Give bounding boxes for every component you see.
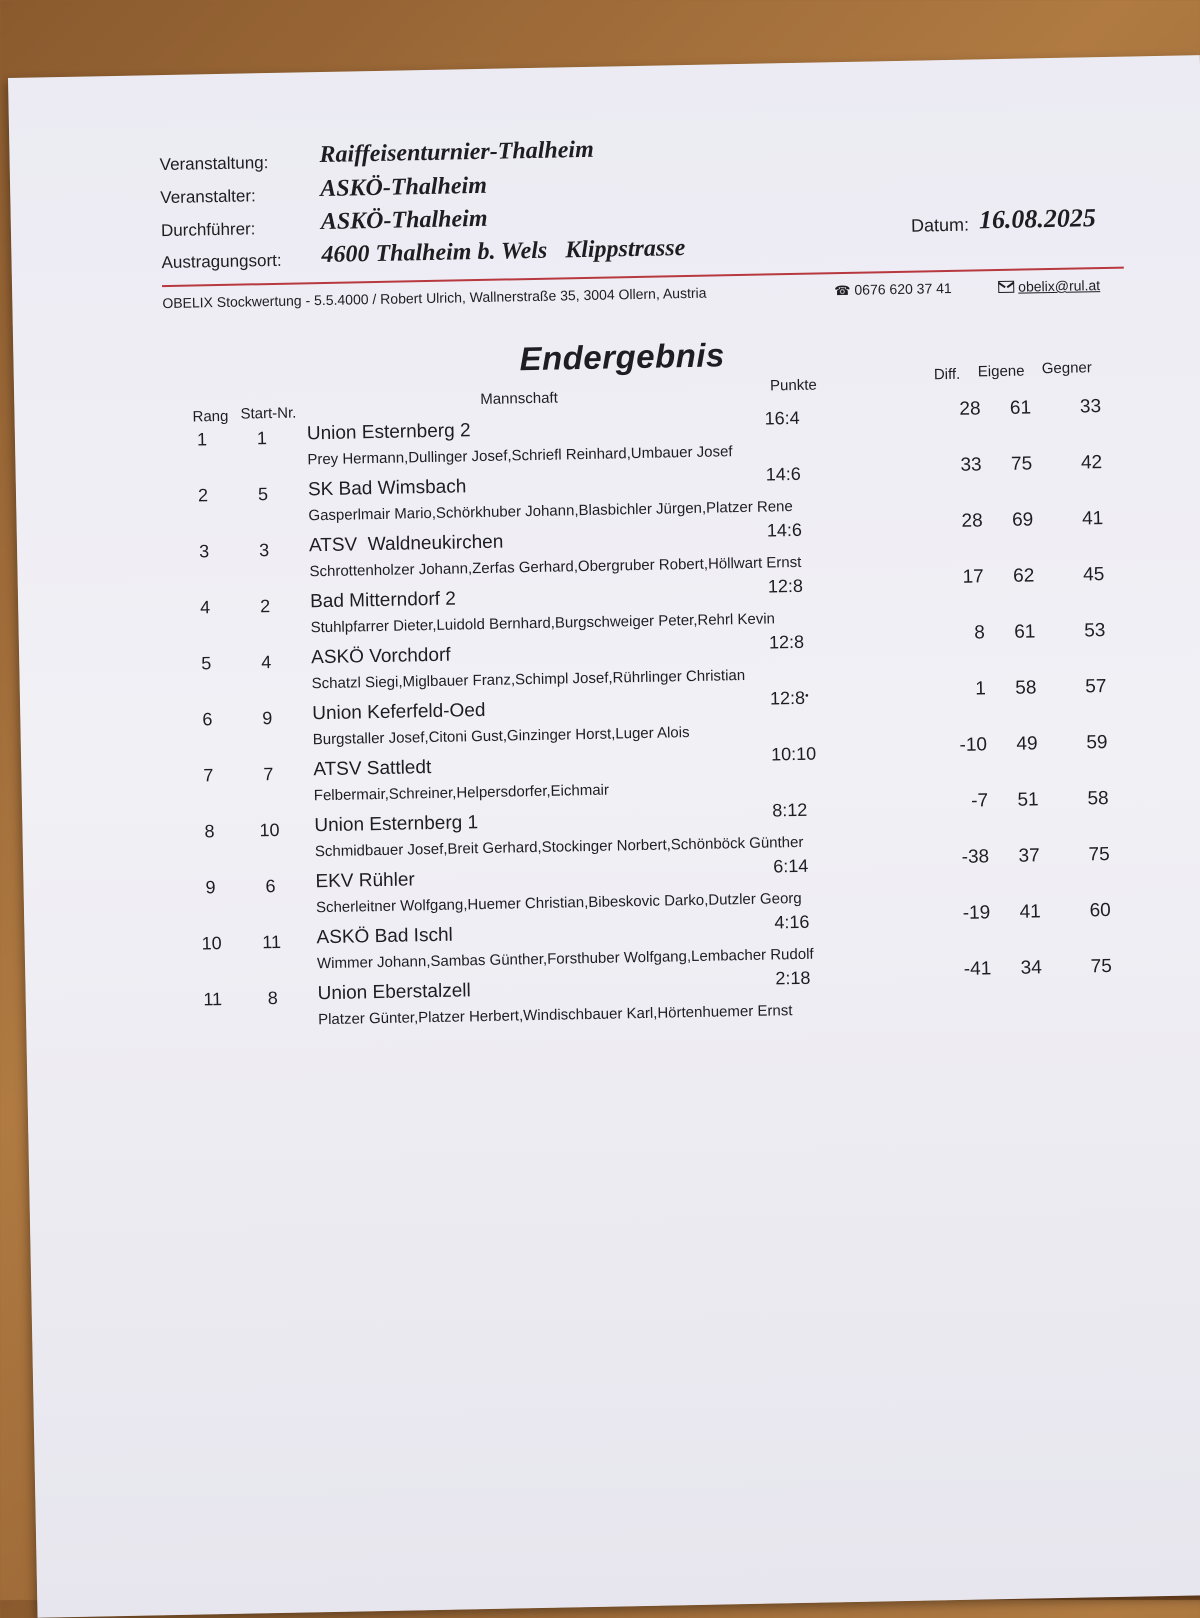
eigene-cell: 51 xyxy=(1017,789,1039,811)
rang-cell: 4 xyxy=(199,597,211,618)
players-cell: Schmidbauer Josef,Breit Gerhard,Stockinger Norbert,Schönböck Günther xyxy=(314,833,804,861)
team-cell: Union Esternberg 1 xyxy=(314,812,479,837)
document-content xyxy=(158,56,1128,1029)
gegner-cell: 41 xyxy=(1081,508,1104,530)
rang-cell: 11 xyxy=(203,989,223,1010)
gegner-cell: 57 xyxy=(1085,676,1107,698)
eigene-cell: 61 xyxy=(1014,621,1036,643)
gegner-cell: 53 xyxy=(1084,620,1106,642)
eigene-cell: 58 xyxy=(1015,677,1037,699)
team-cell: ATSV Waldneukirchen xyxy=(308,531,504,557)
eigene-cell: 69 xyxy=(1011,509,1034,531)
punkte-cell: 12:8 xyxy=(767,575,804,597)
team-cell: SK Bad Wimsbach xyxy=(307,476,467,501)
team-cell: Union Keferfeld-Oed xyxy=(312,699,486,725)
players-cell: Felbermair,Schreiner,Helpersdorfer,Eichmair xyxy=(313,781,610,805)
team-cell: ATSV Sattledt xyxy=(313,757,432,781)
start-cell: 9 xyxy=(262,708,273,729)
eigene-cell: 62 xyxy=(1012,565,1035,587)
punkte-cell: 14:6 xyxy=(765,463,801,485)
gegner-cell: 59 xyxy=(1086,732,1108,754)
veranstaltung-value: Raiffeisenturnier-Thalheim xyxy=(319,136,595,169)
datum-label: Datum: xyxy=(910,214,970,236)
players-cell: Gasperlmair Mario,Schörkhuber Johann,Blasbichler Jürgen,Platzer Rene xyxy=(308,498,793,525)
col-start: Start-Nr. xyxy=(240,404,297,423)
gegner-cell: 75 xyxy=(1088,843,1110,866)
rang-cell: 9 xyxy=(205,877,216,898)
durchfuehrer-label: Durchführer: xyxy=(160,219,256,241)
diff-cell: 28 xyxy=(961,510,983,532)
software-credit: OBELIX Stockwertung - 5.5.4000 / Robert Ulrich, Wallnerstraße 35, 3004 Ollern, Austria xyxy=(162,284,707,312)
diff-cell: 17 xyxy=(962,566,984,588)
veranstalter-label: Veranstalter: xyxy=(160,186,256,208)
eigene-cell: 37 xyxy=(1018,845,1040,867)
punkte-cell: 10:10 xyxy=(770,743,817,765)
team-cell: ASKÖ Vorchdorf xyxy=(310,644,451,669)
diff-cell: 1 xyxy=(975,678,987,700)
players-cell: Scherleitner Wolfgang,Huemer Christian,Bibeskovic Darko,Dutzler Georg xyxy=(315,889,802,917)
team-cell: ASKÖ Bad Ischl xyxy=(316,924,453,949)
team-cell: Union Esternberg 2 xyxy=(306,420,471,445)
diff-cell: -38 xyxy=(961,846,990,868)
start-cell: 7 xyxy=(263,764,274,785)
gegner-cell: 58 xyxy=(1087,788,1109,810)
punkte-mark: • xyxy=(804,690,809,702)
eigene-cell: 41 xyxy=(1019,901,1041,923)
players-cell: Platzer Günter,Platzer Herbert,Windischbauer Karl,Hörtenhuemer Ernst xyxy=(317,1002,793,1029)
team-cell: EKV Rühler xyxy=(315,869,415,893)
rang-cell: 3 xyxy=(198,541,210,562)
start-cell: 4 xyxy=(261,652,272,673)
eigene-cell: 49 xyxy=(1016,733,1038,755)
start-cell: 3 xyxy=(258,540,270,561)
team-cell: Bad Mitterndorf 2 xyxy=(309,588,457,613)
paper-sheet xyxy=(8,55,1200,1618)
start-cell: 8 xyxy=(267,987,278,1009)
start-cell: 6 xyxy=(265,876,276,897)
gegner-cell: 60 xyxy=(1089,899,1111,922)
punkte-cell: 8:12 xyxy=(772,799,808,821)
rang-cell: 5 xyxy=(201,653,212,674)
diff-cell: -7 xyxy=(970,790,989,812)
col-gegner: Gegner xyxy=(1041,359,1092,378)
diff-cell: -19 xyxy=(962,902,991,924)
start-cell: 2 xyxy=(259,596,271,617)
punkte-cell: 14:6 xyxy=(766,519,803,541)
punkte-cell xyxy=(770,687,834,709)
col-mannschaft: Mannschaft xyxy=(480,389,558,408)
col-rang: Rang xyxy=(192,407,229,426)
punkte-cell: 2:18 xyxy=(775,967,811,989)
players-cell: Stuhlpfarrer Dieter,Luidold Bernhard,Burgschweiger Peter,Rehrl Kevin xyxy=(310,610,776,637)
players-cell: Burgstaller Josef,Citoni Gust,Ginzinger Horst,Luger Alois xyxy=(312,724,690,749)
email-contact[interactable] xyxy=(998,277,1100,295)
veranstaltung-label: Veranstaltung: xyxy=(159,153,269,175)
email-address[interactable]: obelix@rul.at xyxy=(1018,277,1101,295)
phone-contact xyxy=(834,280,952,299)
austragungsort-value: 4600 Thalheim b. Wels Klippstrasse xyxy=(321,235,686,269)
rang-cell: 8 xyxy=(204,821,215,842)
col-punkte: Punkte xyxy=(769,376,817,395)
diff-cell: -41 xyxy=(963,958,992,980)
start-cell: 10 xyxy=(259,819,280,841)
diff-cell: 28 xyxy=(959,398,981,420)
eigene-cell: 75 xyxy=(1010,453,1033,475)
diff-cell: -10 xyxy=(959,734,988,756)
datum-value: 16.08.2025 xyxy=(978,203,1097,235)
austragungsort-label: Austragungsort: xyxy=(161,250,282,273)
phone-number: 0676 620 37 41 xyxy=(854,279,952,298)
durchfuehrer-value: ASKÖ-Thalheim xyxy=(320,205,488,236)
veranstalter-value: ASKÖ-Thalheim xyxy=(319,172,488,203)
punkte-cell: 12:8 xyxy=(768,631,805,653)
players-cell: Schrottenholzer Johann,Zerfas Gerhard,Obergruber Robert,Höllwart Ernst xyxy=(309,553,802,581)
rang-cell: 2 xyxy=(197,485,209,506)
gegner-cell: 75 xyxy=(1090,955,1113,978)
punkte-value: 12:8 xyxy=(769,687,806,709)
phone-icon: ☎ xyxy=(834,282,851,299)
gegner-cell: 45 xyxy=(1082,564,1105,586)
rang-cell: 10 xyxy=(201,933,222,954)
punkte-cell: 4:16 xyxy=(774,911,810,933)
rang-cell: 7 xyxy=(203,765,214,786)
players-cell: Wimmer Johann,Sambas Günther,Forsthuber Wolfgang,Lembacher Rudolf xyxy=(316,945,814,973)
gegner-cell: 42 xyxy=(1080,452,1103,474)
start-cell: 5 xyxy=(257,484,269,505)
players-cell: Schatzl Siegi,Miglbauer Franz,Schimpl Josef,Rührlinger Christian xyxy=(311,666,746,693)
rang-cell: 1 xyxy=(196,429,208,450)
team-cell: Union Eberstalzell xyxy=(317,980,471,1005)
eigene-cell: 61 xyxy=(1009,397,1032,419)
start-cell: 1 xyxy=(256,428,268,449)
col-diff: Diff. xyxy=(933,365,961,384)
punkte-cell: 6:14 xyxy=(773,855,809,877)
diff-cell: 33 xyxy=(960,454,982,476)
players-cell: Prey Hermann,Dullinger Josef,Schriefl Reinhard,Umbauer Josef xyxy=(307,443,733,469)
rang-cell: 6 xyxy=(202,709,213,730)
eigene-cell: 34 xyxy=(1020,957,1043,979)
gegner-cell: 33 xyxy=(1079,396,1102,418)
punkte-cell: 16:4 xyxy=(764,407,800,429)
col-eigene: Eigene xyxy=(977,362,1025,381)
envelope-icon xyxy=(998,281,1014,293)
start-cell: 11 xyxy=(262,931,282,953)
page-title: Endergebnis xyxy=(519,336,726,378)
diff-cell: 8 xyxy=(974,622,986,644)
